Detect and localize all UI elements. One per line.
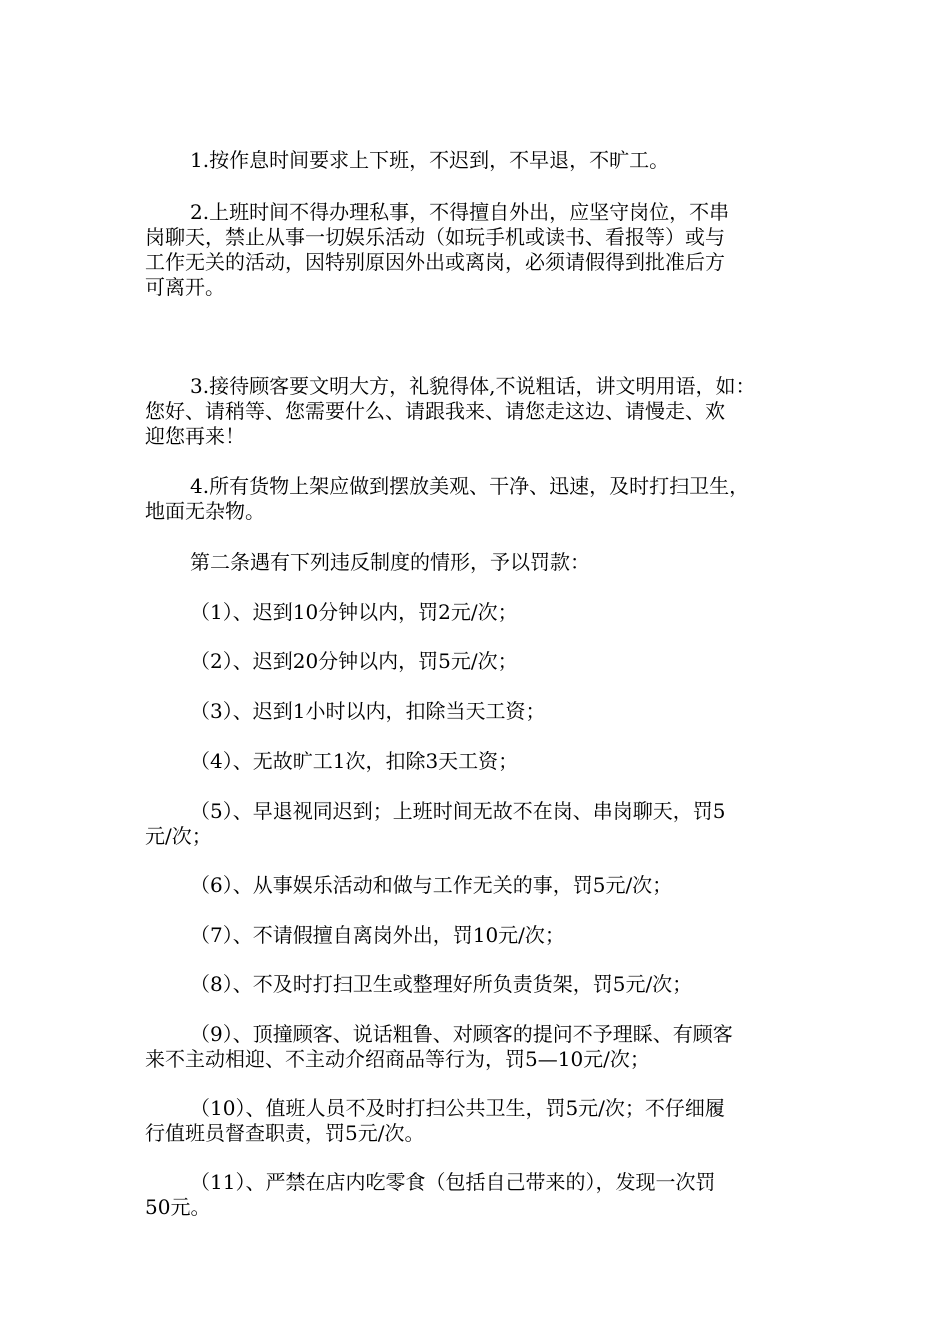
text-line: 可离开。	[145, 275, 225, 299]
penalty-item-2	[145, 649, 825, 674]
penalty-item-9	[145, 1022, 825, 1072]
penalty-item-8	[145, 972, 825, 997]
text-line: （10）、值班人员不及时打扫公共卫生，罚5元/次；不仔细履	[190, 1096, 725, 1120]
text-line: 第二条遇有下列违反制度的情形，予以罚款：	[190, 550, 590, 574]
rule-paragraph-1	[145, 148, 825, 173]
text-line: 工作无关的活动，因特别原因外出或离岗，必须请假得到批准后方	[145, 250, 725, 274]
text-line: （7）、不请假擅自离岗外出，罚10元/次；	[190, 923, 565, 947]
penalty-item-6	[145, 873, 825, 898]
rule-paragraph-2	[145, 200, 825, 300]
text-line: （2）、迟到20分钟以内，罚5元/次；	[190, 649, 518, 673]
penalty-item-3	[145, 699, 825, 724]
rule-paragraph-4	[145, 474, 825, 524]
text-line: （5）、早退视同迟到；上班时间无故不在岗、串岗聊天，罚5	[190, 799, 726, 823]
rule-paragraph-3	[145, 374, 825, 449]
text-line: （6）、从事娱乐活动和做与工作无关的事，罚5元/次；	[190, 873, 673, 897]
penalty-item-7	[145, 923, 825, 948]
text-line: 50元。	[145, 1195, 211, 1219]
penalty-item-1	[145, 600, 825, 625]
text-line: 您好、请稍等、您需要什么、请跟我来、请您走这边、请慢走、欢	[145, 399, 725, 423]
penalty-item-5	[145, 799, 825, 849]
penalty-item-10	[145, 1096, 825, 1146]
text-line: （4）、无故旷工1次，扣除3天工资；	[190, 749, 519, 773]
text-line: （11）、严禁在店内吃零食（包括自己带来的），发现一次罚	[190, 1170, 716, 1194]
text-line: 来不主动相迎、不主动介绍商品等行为，罚5—10元/次；	[145, 1047, 650, 1071]
text-line: （8）、不及时打扫卫生或整理好所负责货架，罚5元/次；	[190, 972, 693, 996]
text-line: 1.按作息时间要求上下班，不迟到，不早退，不旷工。	[190, 148, 670, 172]
text-line: 2.上班时间不得办理私事，不得擅自外出，应坚守岗位，不串	[190, 200, 730, 224]
text-line: 3.接待顾客要文明大方，礼貌得体,不说粗话，讲文明用语，如：	[190, 374, 756, 398]
text-line: 元/次；	[145, 824, 212, 848]
text-line: （3）、迟到1小时以内，扣除当天工资；	[190, 699, 546, 723]
text-line: 岗聊天，禁止从事一切娱乐活动（如玩手机或读书、看报等）或与	[145, 225, 725, 249]
penalty-item-11	[145, 1170, 825, 1220]
article-two-heading	[145, 550, 825, 575]
penalty-item-4	[145, 749, 825, 774]
text-line: （9）、顶撞顾客、说话粗鲁、对顾客的提问不予理睬、有顾客	[190, 1022, 733, 1046]
text-line: 地面无杂物。	[145, 499, 265, 523]
text-line: 4.所有货物上架应做到摆放美观、干净、迅速，及时打扫卫生，	[190, 474, 750, 498]
text-line: 迎您再来！	[145, 424, 245, 448]
text-line: 行值班员督查职责，罚5元/次。	[145, 1121, 425, 1145]
text-line: （1）、迟到10分钟以内，罚2元/次；	[190, 600, 518, 624]
